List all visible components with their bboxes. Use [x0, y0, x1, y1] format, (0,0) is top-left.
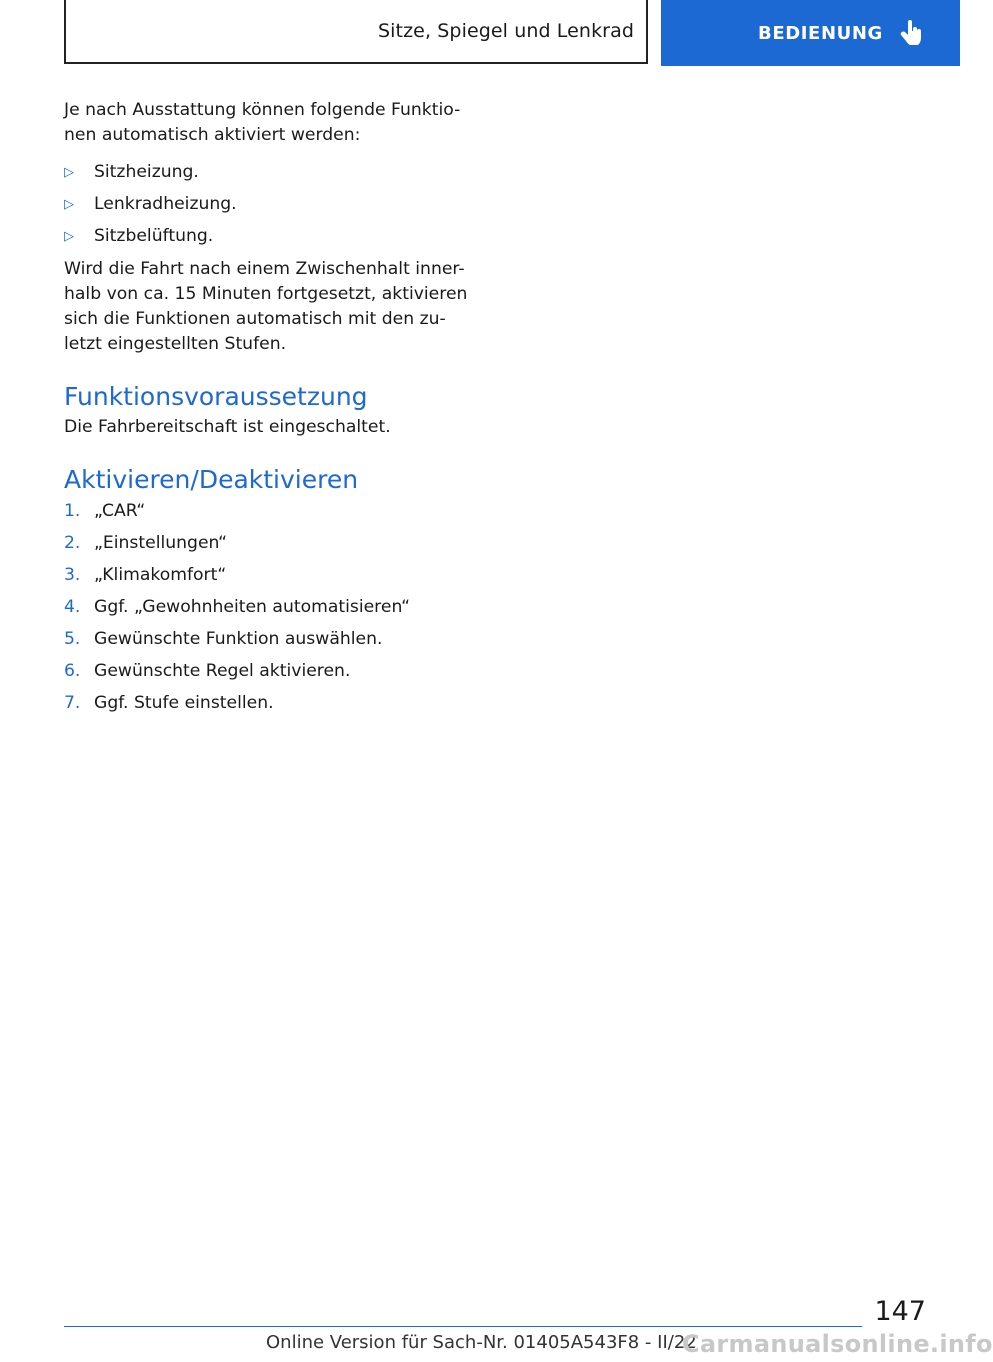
step-text: „Einstellungen“ [94, 533, 228, 553]
step-number: 7. [64, 693, 81, 713]
triangle-bullet-icon: ▷ [64, 197, 74, 212]
list-item [64, 192, 484, 217]
paragraph-line: sich die Funktionen automatisch mit den zu- [64, 309, 446, 329]
heading-prerequisite: Funktionsvoraussetzung [64, 382, 368, 411]
step-text: Gewünschte Funktion auswählen. [94, 629, 383, 649]
intro-paragraph [64, 98, 484, 148]
list-item-text: Sitzbelüftung. [94, 226, 214, 246]
step-list [64, 499, 484, 716]
list-item-text: Sitzheizung. [94, 162, 199, 182]
footer-version-text: Online Version für Sach-Nr. 01405A543F8 - II/22 [266, 1332, 697, 1353]
step-number: 5. [64, 629, 81, 649]
list-item [64, 563, 484, 588]
step-number: 2. [64, 533, 81, 553]
list-item [64, 499, 484, 524]
step-number: 4. [64, 597, 81, 617]
triangle-bullet-icon: ▷ [64, 165, 74, 180]
watermark: Carmanualsonline.info [682, 1330, 993, 1358]
page-number: 147 [874, 1296, 926, 1327]
step-number: 1. [64, 501, 81, 521]
main-content [64, 98, 484, 716]
section-title: Sitze, Spiegel und Lenkrad [378, 20, 634, 42]
intro-line: nen automatisch aktiviert werden: [64, 125, 361, 145]
heading-activate: Aktivieren/Deaktivieren [64, 465, 359, 494]
resume-paragraph [64, 257, 484, 357]
paragraph-line: halb von ca. 15 Minuten fortgesetzt, aktivieren [64, 284, 468, 304]
paragraph-line: letzt eingestellten Stufen. [64, 334, 287, 354]
step-text: „CAR“ [94, 501, 146, 521]
list-item [64, 659, 484, 684]
chapter-tab[interactable] [661, 0, 960, 66]
list-item [64, 691, 484, 716]
intro-line: Je nach Ausstattung können folgende Funktio- [64, 100, 461, 120]
list-item [64, 627, 484, 652]
list-item [64, 595, 484, 620]
list-item [64, 531, 484, 556]
step-number: 6. [64, 661, 81, 681]
pointing-hand-icon [901, 20, 923, 46]
paragraph-line: Wird die Fahrt nach einem Zwischenhalt inner- [64, 259, 465, 279]
step-text: Ggf. „Gewohnheiten automatisieren“ [94, 597, 410, 617]
list-item [64, 160, 484, 185]
header-section-box [64, 0, 648, 64]
list-item-text: Lenkradheizung. [94, 194, 237, 214]
function-list [64, 160, 484, 249]
step-text: Gewünschte Regel aktivieren. [94, 661, 351, 681]
footer-divider [64, 1326, 862, 1327]
step-text: Ggf. Stufe einstellen. [94, 693, 274, 713]
chapter-label: BEDIENUNG [758, 22, 883, 44]
step-text: „Klimakomfort“ [94, 565, 227, 585]
list-item [64, 224, 484, 249]
step-number: 3. [64, 565, 81, 585]
triangle-bullet-icon: ▷ [64, 229, 74, 244]
prerequisite-text: Die Fahrbereitschaft ist eingeschaltet. [64, 417, 391, 437]
